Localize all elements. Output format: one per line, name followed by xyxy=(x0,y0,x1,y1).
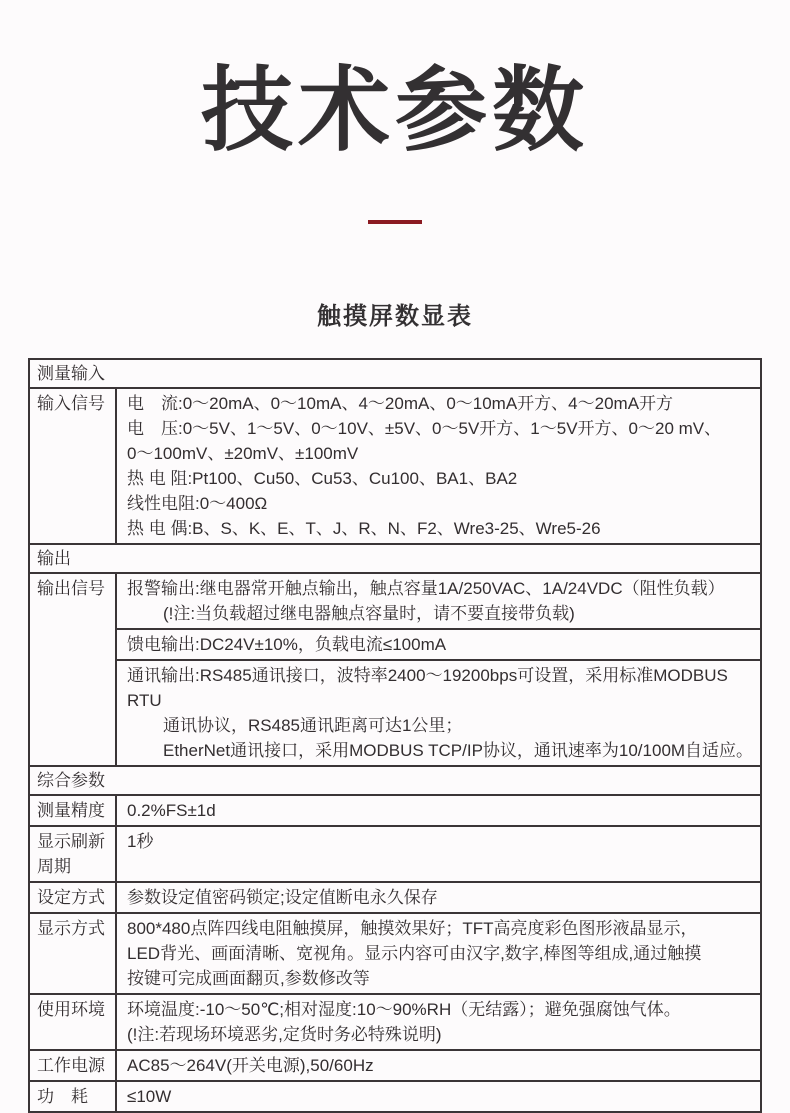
spec-line: 报警输出:继电器常开触点输出，触点容量1A/250VAC、1A/24VDC（阻性负载） xyxy=(127,579,725,598)
row-refresh-period xyxy=(30,825,760,881)
row-value-setting-method: 参数设定值密码锁定;设定值断电永久保存 xyxy=(127,888,438,907)
spec-line: 按键可完成画面翻页,参数修改等 xyxy=(127,969,370,988)
row-label-output-signal: 输出信号 xyxy=(30,574,117,765)
section-header-output: 输出 xyxy=(30,543,760,572)
row-value-power-consumption: ≤10W xyxy=(127,1087,172,1106)
table-subtitle: 触摸屏数显表 xyxy=(317,303,473,330)
spec-line: 电 压:0～5V、1～5V、0～10V、±5V、0～5V开方、1～5V开方、0～20 mV、 xyxy=(127,419,722,438)
spec-line: 热 电 偶:B、S、K、E、T、J、R、N、F2、Wre3-25、Wre5-26 xyxy=(127,519,601,538)
row-power-consumption xyxy=(30,1080,760,1111)
row-accuracy xyxy=(30,794,760,825)
row-value-refresh-period: 1秒 xyxy=(127,832,154,851)
section-header-measure-input: 测量输入 xyxy=(37,364,105,383)
row-label-working-power: 工作电源 xyxy=(30,1051,117,1080)
spec-line-note: (!注:若现场环境恶劣,定货时务必特殊说明) xyxy=(127,1025,442,1044)
spec-line: 800*480点阵四线电阻触摸屏，触摸效果好；TFT高亮度彩色图形液晶显示， xyxy=(127,919,698,938)
row-label-environment: 使用环境 xyxy=(30,995,117,1049)
row-display-method xyxy=(30,912,760,993)
spec-line: EtherNet通讯接口，采用MODBUS TCP/IP协议，通讯速率为10/100M自适应。 xyxy=(163,741,754,760)
spec-line: LED背光、画面清晰、宽视角。显示内容可由汉字,数字,棒图等组成,通过触摸 xyxy=(127,944,702,963)
row-working-power xyxy=(30,1049,760,1080)
spec-table xyxy=(28,358,762,1113)
row-label-refresh-period: 显示刷新周期 xyxy=(30,827,117,881)
spec-line: 环境温度:-10～50℃;相对湿度:10～90%RH（无结露）；避免强腐蚀气体。 xyxy=(127,1000,681,1019)
row-label-display-method: 显示方式 xyxy=(30,914,117,993)
spec-line: 0～100mV、±20mV、±100mV xyxy=(127,444,359,463)
spec-line: 电 流:0～20mA、0～10mA、4～20mA、0～10mA开方、4～20mA开方 xyxy=(127,394,674,413)
page-title: 技术参数 xyxy=(200,60,589,162)
row-value-accuracy: 0.2%FS±1d xyxy=(127,801,216,820)
spec-line: 线性电阻:0～400Ω xyxy=(127,494,268,513)
spec-line: 热 电 阻:Pt100、Cu50、Cu53、Cu100、BA1、BA2 xyxy=(127,469,518,488)
subrow-alarm-output xyxy=(117,574,760,628)
accent-divider xyxy=(368,220,422,224)
spec-line: 通讯协议，RS485通讯距离可达1公里； xyxy=(163,716,463,735)
row-label-setting-method: 设定方式 xyxy=(30,883,117,912)
row-content-environment xyxy=(117,995,760,1049)
spec-line: 馈电输出:DC24V±10%，负载电流≤100mA xyxy=(127,635,447,654)
row-input-signal xyxy=(30,387,760,543)
row-label-input-signal: 输入信号 xyxy=(30,389,117,543)
row-output-signal xyxy=(30,572,760,765)
row-content-display-method xyxy=(117,914,760,993)
spec-line-note: (!注:当负载超过继电器触点容量时，请不要直接带负载) xyxy=(163,604,575,623)
spec-line: 通讯输出:RS485通讯接口，波特率2400～19200bps可设置，采用标准MODBUS RTU xyxy=(127,666,728,710)
subrow-comm-output xyxy=(117,659,760,765)
row-setting-method xyxy=(30,881,760,912)
row-label-power-consumption: 功 耗 xyxy=(30,1082,117,1111)
row-value-working-power: AC85～264V(开关电源),50/60Hz xyxy=(127,1056,374,1075)
hero-section xyxy=(0,0,790,332)
subrow-feed-output xyxy=(117,628,760,659)
row-content-input-signal xyxy=(117,389,760,543)
section-header-general: 综合参数 xyxy=(30,765,760,794)
row-label-accuracy: 测量精度 xyxy=(30,796,117,825)
row-environment xyxy=(30,993,760,1049)
row-content-output-signal xyxy=(117,574,760,765)
